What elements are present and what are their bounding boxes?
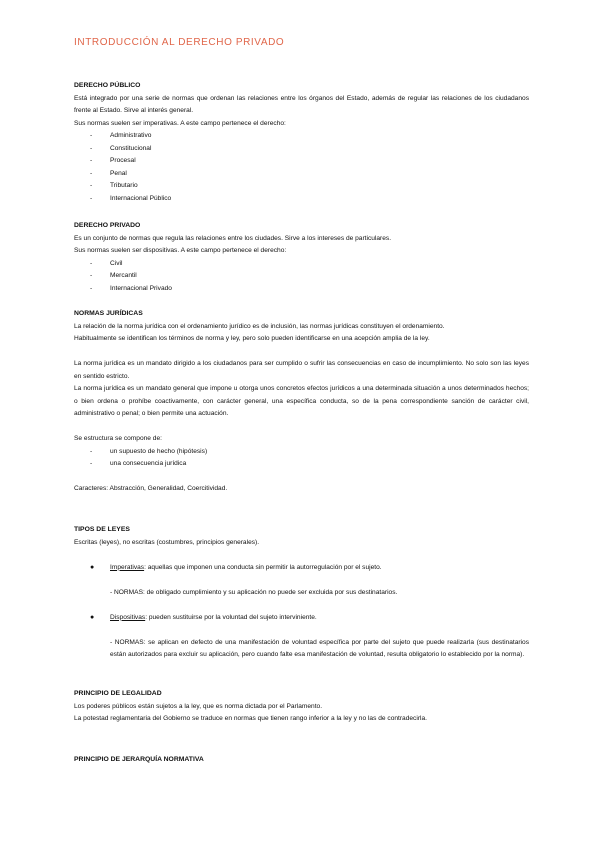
paragraph: Se estructura se compone de: (74, 435, 162, 442)
paragraph: La norma jurídica es un mandato general que impone u otorga unos concretos efectos jurídicos a una determinada situación a unos determinados hechos; o bien ordena o prohíbe coactivamente, con carácter general, una específica conducta, so de la pena correspondiente sanción de carácter civil, administrativo o penal; o bien permite una actuación. (74, 385, 529, 417)
paragraph: Los poderes públicos están sujetos a la ley, que es norma dictada por el Parlamento. (74, 702, 323, 710)
bullet-item-dispositivas (74, 612, 529, 625)
paragraph: Caracteres: Abstracción, Generalidad, Coercitividad. (74, 485, 228, 492)
section-derecho-privado (74, 220, 529, 295)
section-heading: DERECHO PÚBLICO (74, 82, 141, 89)
list-item: - Penal (74, 168, 529, 181)
term-label: Dispositivas (110, 613, 146, 621)
document-title: INTRODUCCIÓN AL DERECHO PRIVADO (74, 37, 285, 48)
paragraph: Sus normas suelen ser dispositivas. A este campo pertenece el derecho: (74, 247, 287, 254)
bullet-icon: ● (90, 563, 95, 571)
paragraph: Es un conjunto de normas que regula las relaciones entre los ciudades. Sirve a los intereses de particulares. (74, 234, 392, 242)
list-item: - Mercantil (74, 270, 529, 283)
list-item: - Procesal (74, 155, 529, 168)
dash-list (74, 446, 529, 471)
section-heading: PRINCIPIO DE LEGALIDAD (74, 690, 162, 697)
list-item: - un supuesto de hecho (hipótesis) (74, 446, 529, 459)
section-tipos-de-leyes (74, 524, 529, 662)
term-definition: : pueden sustituirse por la voluntad del sujeto interviniente. (145, 613, 317, 621)
term-definition: : aquellas que imponen una conducta sin permitir la autorregulación por el sujeto. (144, 563, 382, 571)
list-item: - Civil (74, 258, 529, 271)
dash-list (74, 130, 529, 205)
bullet-item-imperativas (74, 562, 529, 575)
section-heading: DERECHO PRIVADO (74, 222, 141, 229)
paragraph: Habitualmente se identifican los términos de norma y ley, pero solo pueden identificarse en una acepción amplia de la ley. (74, 335, 430, 342)
sub-paragraph: - NORMAS: se aplican en defecto de una manifestación de voluntad específica por parte del sujeto que puede realizarla (sus destinatarios están autorizados para excluir su aplicación, pero cuando falte esa manifestación de voluntad, resulta obligatorio lo establecido por la norma). (110, 638, 529, 658)
paragraph: La norma jurídica es un mandato dirigido a los ciudadanos para ser cumplido o sufrir las consecuencias en caso de incumplimiento. No solo son las leyes en sentido estricto. (74, 360, 529, 380)
list-item: - una consecuencia jurídica (74, 458, 529, 471)
paragraph: Está integrado por una serie de normas que ordenan las relaciones entre los órganos del Estado, además de regular las relaciones de los ciudadanos frente al Estado. Sirve al interés general. (74, 94, 529, 114)
section-normas-juridicas (74, 308, 529, 496)
list-item: - Internacional Público (74, 193, 529, 206)
section-heading: TIPOS DE LEYES (74, 526, 130, 533)
section-principio-jerarquia (74, 754, 529, 767)
list-item: - Internacional Privado (74, 283, 529, 296)
bullet-icon: ● (90, 613, 95, 621)
list-item: - Tributario (74, 180, 529, 193)
term-label: Imperativas (110, 563, 145, 571)
paragraph: Escritas (leyes), no escritas (costumbres, principios generales). (74, 538, 260, 546)
paragraph: La potestad reglamentaria del Gobierno se traduce en normas que tienen rango inferior a la ley y no las de contradecirla. (74, 715, 427, 722)
list-item: - Constitucional (74, 143, 529, 156)
paragraph: Sus normas suelen ser imperativas. A este campo pertenece el derecho: (74, 119, 286, 127)
dash-list (74, 258, 529, 296)
section-principio-legalidad (74, 688, 529, 726)
paragraph: La relación de la norma jurídica con el ordenamiento jurídico es de inclusión, las normas jurídicas constituyen el ordenamiento. (74, 322, 445, 330)
list-item: - Administrativo (74, 130, 529, 143)
section-heading: NORMAS JURÍDICAS (74, 310, 143, 317)
section-derecho-publico (74, 80, 529, 205)
sub-paragraph: - NORMAS: de obligado cumplimiento y su aplicación no puede ser excluida por sus destinatarios. (110, 588, 398, 596)
section-heading: PRINCIPIO DE JERARQUÍA NORMATIVA (74, 756, 204, 763)
